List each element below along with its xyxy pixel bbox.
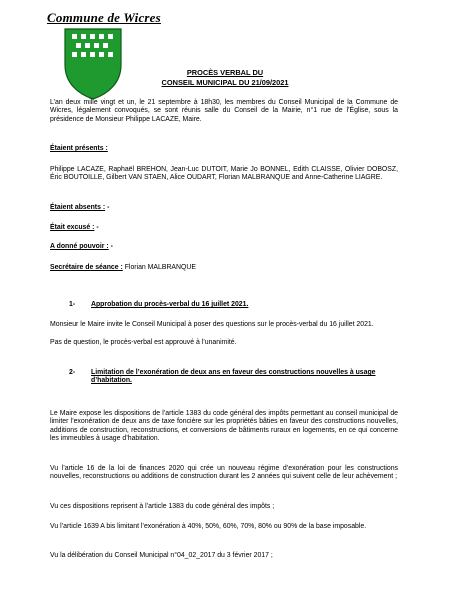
section-1-number: 1-	[69, 301, 76, 308]
section-2-number: 2-	[69, 369, 76, 376]
proxy-line	[50, 243, 398, 251]
secretary-line	[50, 264, 398, 272]
excused-label: Était excusé :	[50, 224, 95, 231]
title-line-2: CONSEIL MUNICIPAL DU 21/09/2021	[161, 78, 289, 87]
section-2-paragraph-1: Le Maire expose les dispositions de l’article 1383 du code général des impôts permettant au conseil municipal de limiter l’exonération de deux ans de taxe foncière sur les propriétés bâties en faveur des constructions nouvelles, additions de construction, reconstructions, et conversions de bâtiments ruraux en logements, en ce qui concerne les immeubles à usage d’habitation.	[50, 410, 398, 443]
proxy-label: A donné pouvoir :	[50, 243, 109, 250]
secretary-label: Secrétaire de séance :	[50, 264, 123, 271]
section-2-paragraph-5: Vu la délibération du Conseil Municipal n°04_02_2017 du 3 février 2017 ;	[50, 552, 273, 559]
intro-paragraph: L’an deux mille vingt et un, le 21 septembre à 18h30, les membres du Conseil Municipal de la Commune de Wicres, légalement convoqués, se sont réunis salle du Conseil de la Mairie, n°1 rue de l’Église, sous la présidence de Monsieur Philippe LACAZE, Maire.	[50, 99, 398, 123]
section-2-title: Limitation de l’exonération de deux ans en faveur des constructions nouvelles à usage d’habitation.	[91, 369, 376, 385]
section-1-paragraph-1: Monsieur le Maire invite le Conseil Municipal à poser des questions sur le procès-verbal du 16 juillet 2021.	[50, 321, 374, 328]
excused-line	[50, 224, 398, 232]
section-2-paragraph-2: Vu l’article 16 de la loi de finances 2020 qui crée un nouveau régime d’exonération pour les constructions nouvelles, reconstructions ou additions de construction durant les 2 années qui suivent celle de leur achèvement ;	[50, 465, 398, 481]
section-1-heading	[50, 301, 398, 309]
document-title	[0, 68, 450, 88]
section-1-paragraph-2: Pas de question, le procès-verbal est approuvé à l’unanimité.	[50, 339, 237, 346]
coat-of-arms-icon	[62, 27, 124, 101]
secretary-value: Florian MALBRANQUE	[124, 264, 196, 271]
section-2-paragraph-3: Vu ces dispositions reprisent à l’article 1383 du code général des impôts ;	[50, 503, 275, 510]
commune-name: Commune de Wicres	[47, 10, 161, 25]
title-line-1: PROCÈS VERBAL DU	[186, 68, 264, 77]
section-2-paragraph-4: Vu l’article 1639 A bis limitant l’exonération à 40%, 50%, 60%, 70%, 80% ou 90% de la base imposable.	[50, 523, 367, 530]
section-1-title: Approbation du procès-verbal du 16 juillet 2021.	[91, 301, 249, 308]
excused-value: -	[96, 224, 99, 231]
present-names: Philippe LACAZE, Raphaël BREHON, Jean-Luc DUTOIT, Marie Jo BONNEL, Edith CLAISSE, Olivier DOBOSZ, Éric BOUTOILLE, Gilbert VAN STAEN, Alice OUDART, Florian MALBRANQUE and Anne-Catherine LIAGRE.	[50, 166, 398, 182]
absent-value: -	[107, 204, 110, 211]
absent-label: Étaient absents :	[50, 204, 106, 211]
section-2-heading	[50, 369, 398, 386]
present-label: Étaient présents :	[50, 145, 108, 152]
absent-line	[50, 204, 398, 212]
proxy-value: -	[110, 243, 113, 250]
